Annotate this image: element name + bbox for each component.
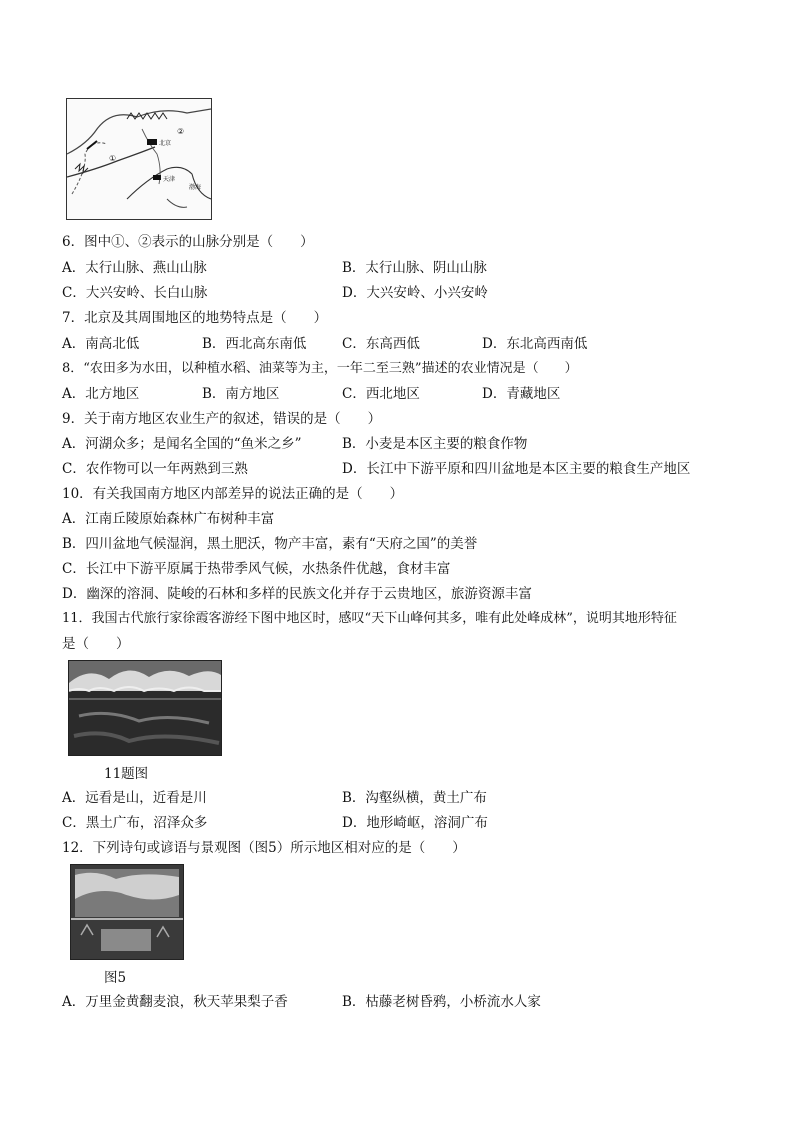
q11-stem-line2: 是（ ） [62, 636, 130, 652]
q10-stem: 10．有关我国南方地区内部差异的说法正确的是（ ） [62, 486, 404, 502]
q7-stem: 7．北京及其周围地区的地势特点是（ ） [62, 310, 328, 326]
q7-option-c[interactable]: C．东高西低 [342, 336, 420, 352]
q11-option-b[interactable]: B．沟壑纵横，黄土广布 [342, 790, 487, 806]
q8-stem: 8．“农田多为水田，以种植水稻、油菜等为主，一年二至三熟”描述的农业情况是（ ） [62, 361, 578, 376]
q12-option-b[interactable]: B．枯藤老树昏鸦，小桥流水人家 [342, 994, 541, 1010]
q11-option-d[interactable]: D．地形崎岖，溶洞广布 [342, 815, 488, 831]
landscape-figure-5-image [71, 865, 183, 959]
q12-option-a[interactable]: A．万里金黄翻麦浪，秋天苹果梨子香 [62, 994, 288, 1010]
q9-option-a[interactable]: A．河湖众多；是闻名全国的“鱼米之乡” [62, 436, 302, 452]
q11-caption: 11题图 [104, 766, 149, 782]
q10-option-d[interactable]: D．幽深的溶洞、陡峻的石林和多样的民族文化并存于云贵地区，旅游资源丰富 [62, 586, 532, 602]
q6-option-c[interactable]: C．大兴安岭、长白山脉 [62, 285, 208, 301]
q9-stem: 9．关于南方地区农业生产的叙述，错误的是（ ） [62, 411, 382, 427]
q9-option-b[interactable]: B．小麦是本区主要的粮食作物 [342, 436, 528, 452]
q8-option-b[interactable]: B．南方地区 [202, 386, 280, 402]
q9-option-d[interactable]: D．长江中下游平原和四川盆地是本区主要的粮食生产地区 [342, 461, 691, 477]
q10-option-a[interactable]: A．江南丘陵原始森林广布树种丰富 [62, 511, 275, 527]
q11-photo [68, 660, 222, 756]
q8-option-c[interactable]: C．西北地区 [342, 386, 420, 402]
q11-option-a[interactable]: A．远看是山，近看是川 [62, 790, 207, 806]
q10-option-c[interactable]: C．长江中下游平原属于热带季风气候，水热条件优越，食材丰富 [62, 561, 451, 577]
map-label-1: ① [109, 154, 117, 163]
q9-option-c[interactable]: C．农作物可以一年两熟到三熟 [62, 461, 248, 477]
q8-option-d[interactable]: D．青藏地区 [482, 386, 561, 402]
map-sketch [67, 99, 211, 219]
q10-option-b[interactable]: B．四川盆地气候湿润，黑土肥沃，物产丰富，素有“天府之国”的美誉 [62, 536, 478, 552]
map-label-beijing: 北京 [159, 140, 172, 147]
q7-option-d[interactable]: D．东北高西南低 [482, 336, 588, 352]
q11-stem-line1: 11．我国古代旅行家徐霞客游经下图中地区时，感叹“天下山峰何其多，唯有此处峰成林”，说明其地形特征 [62, 611, 677, 626]
q11-option-c[interactable]: C．黑土广布，沼泽众多 [62, 815, 208, 831]
q6-option-d[interactable]: D．大兴安岭、小兴安岭 [342, 285, 488, 301]
map-figure [66, 98, 212, 220]
q6-stem: 6．图中①、②表示的山脉分别是（ ） [62, 234, 314, 250]
map-label-2: ② [177, 127, 185, 136]
q12-photo [70, 864, 184, 960]
karst-landscape-image [69, 661, 221, 755]
q6-option-b[interactable]: B．太行山脉、阴山山脉 [342, 260, 487, 276]
q12-stem: 12．下列诗句或谚语与景观图（图5）所示地区相对应的是（ ） [62, 840, 466, 856]
map-label-tianjin: 天津 [163, 176, 176, 183]
q8-option-a[interactable]: A．北方地区 [62, 386, 140, 402]
q12-caption: 图5 [104, 970, 127, 986]
map-label-bohai: 渤海 [189, 184, 202, 191]
q7-option-a[interactable]: A．南高北低 [62, 336, 140, 352]
q7-option-b[interactable]: B．西北高东南低 [202, 336, 307, 352]
q6-option-a[interactable]: A．太行山脉、燕山山脉 [62, 260, 207, 276]
